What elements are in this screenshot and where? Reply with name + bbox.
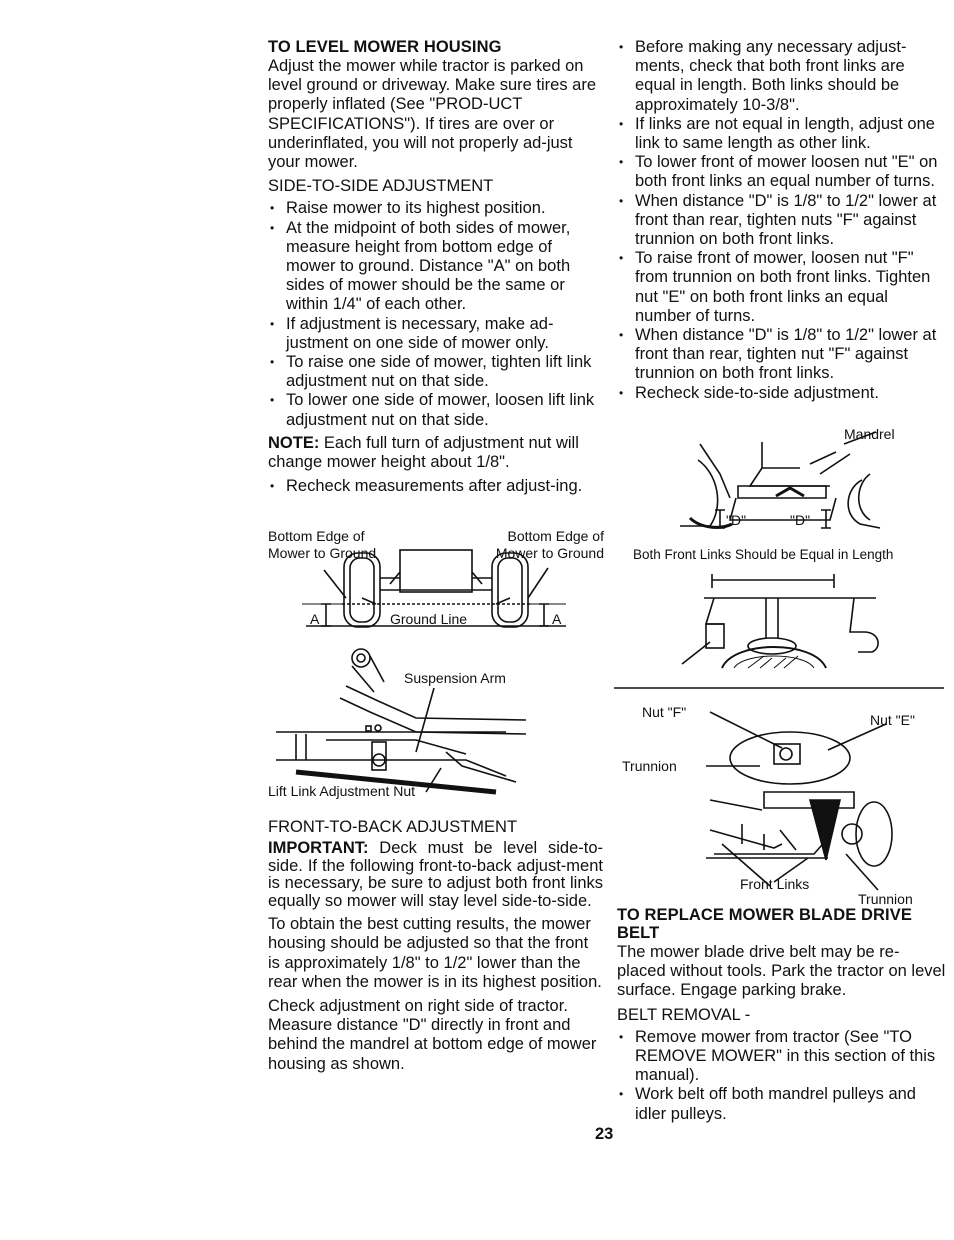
list-item: • When distance "D" is 1/8" to 1/2" lower at front than rear, tighten nut "F" against trunnion on both front links. (617, 326, 947, 384)
list-item: • If adjustment is necessary, make ad-justment on one side of mower only. (268, 315, 603, 353)
note-text: Each full turn of adjustment nut will change mower height about 1/8". (268, 433, 579, 472)
right-column (617, 38, 947, 407)
important-text: Deck must be level side-to-side. If the following front-to-back adjust-ment is necessary, be sure to adjust both front links equally so mower will stay level side-to-side. (268, 839, 603, 910)
list-item: • To raise one side of mower, tighten lift link adjustment nut on that side. (268, 353, 603, 391)
side-to-side-heading: SIDE-TO-SIDE ADJUSTMENT (268, 177, 494, 196)
front-links-caption: Both Front Links Should be Equal in Length (633, 547, 894, 562)
recheck-list (268, 477, 603, 496)
belt-intro-paragraph: The mower blade drive belt may be re-placed without tools. Park the tractor on level surface. Engage parking brake. (617, 943, 946, 1000)
list-item: • When distance "D" is 1/8" to 1/2" lower at front than rear, tighten nuts "F" against trunnion on both front links. (617, 192, 947, 250)
note-paragraph (268, 434, 603, 472)
d-front-label: "D" (726, 512, 747, 528)
front-link-list (617, 38, 947, 403)
right-edge-label: Bottom Edge of Mower to Ground (495, 528, 604, 561)
list-item: • Before making any necessary adjust-ments, check that both front links are equal in length. Both links should be approximately 10-3/8". (617, 38, 947, 115)
front-to-back-heading: FRONT-TO-BACK ADJUSTMENT (268, 818, 518, 836)
page-number: 23 (595, 1125, 614, 1143)
suspension-arm-figure (266, 642, 536, 802)
mandrel-figure (640, 424, 910, 542)
obtain-paragraph: To obtain the best cutting results, the mower housing should be adjusted so that the front is approximately 1/8" to 1/2" lower than the rear when the mower is in its highest position. (268, 915, 602, 991)
trunnion-lower-label: Trunnion (858, 891, 913, 907)
nut-f-label: Nut "F" (642, 704, 687, 720)
check-paragraph: Check adjustment on right side of tractor. Measure distance "D" directly in front and behind the mandrel at bottom edge of mower housing as shown. (268, 997, 597, 1073)
list-item: • Work belt off both mandrel pulleys and idler pulleys. (617, 1085, 947, 1123)
a-left-label: A (310, 611, 320, 627)
section-title-replace-belt: TO REPLACE MOWER BLADE DRIVE BELT (617, 906, 912, 942)
list-item: • If links are not equal in length, adjust one link to same length as other link. (617, 115, 947, 153)
belt-removal-list (617, 1028, 947, 1124)
left-column-lower (268, 818, 603, 1079)
suspension-arm-label: Suspension Arm (404, 670, 506, 686)
ground-line-label: Ground Line (390, 611, 468, 627)
list-item: • At the midpoint of both sides of mower, measure height from bottom edge of mower to ground. Distance "A" on both sides of mower should be the same or within 1/4" of each other. (268, 219, 603, 315)
left-edge-label: Bottom Edge of Mower to Ground (268, 528, 377, 561)
suspension-arm-drawing (266, 642, 536, 802)
list-item: • Recheck measurements after adjust-ing. (268, 477, 603, 496)
front-links-figure (614, 568, 946, 908)
important-label: IMPORTANT: (268, 839, 369, 858)
side-to-side-list (268, 199, 603, 429)
front-links-label: Front Links (740, 876, 810, 892)
left-column (268, 38, 603, 500)
list-item: • Recheck side-to-side adjustment. (617, 384, 947, 403)
note-label: NOTE: (268, 433, 320, 452)
mower-level-figure (266, 528, 606, 638)
d-rear-label: "D" (790, 512, 811, 528)
list-item: • Remove mower from tractor (See "TO REMOVE MOWER" in this section of this manual). (617, 1028, 947, 1086)
a-right-label: A (552, 611, 562, 627)
list-item: • To lower one side of mower, loosen lift link adjustment nut on that side. (268, 391, 603, 429)
list-item: • To lower front of mower loosen nut "E" on both front links an equal number of turns. (617, 153, 947, 191)
belt-removal-heading: BELT REMOVAL - (617, 1005, 751, 1024)
nut-e-label: Nut "E" (870, 712, 915, 728)
important-paragraph (268, 840, 603, 910)
intro-paragraph: Adjust the mower while tractor is parked on level ground or driveway. Make sure tires are properly inflated (See "PROD-UCT SPECIFICATIONS"). If tires are over or underinflated, you will not properly ad-just your mower. (268, 57, 597, 172)
list-item: • To raise front of mower, loosen nut "F" from trunnion on both front links. Tighten nut "E" on both front links an equal number of turns. (617, 249, 947, 326)
section-title-level-mower: TO LEVEL MOWER HOUSING (268, 38, 502, 56)
mandrel-label: Mandrel (844, 426, 895, 442)
right-column-lower (617, 907, 947, 1128)
lift-link-nut-label: Lift Link Adjustment Nut (268, 783, 416, 799)
front-links-drawing (614, 568, 946, 908)
trunnion-upper-label: Trunnion (622, 758, 677, 774)
list-item: • Raise mower to its highest position. (268, 199, 603, 218)
